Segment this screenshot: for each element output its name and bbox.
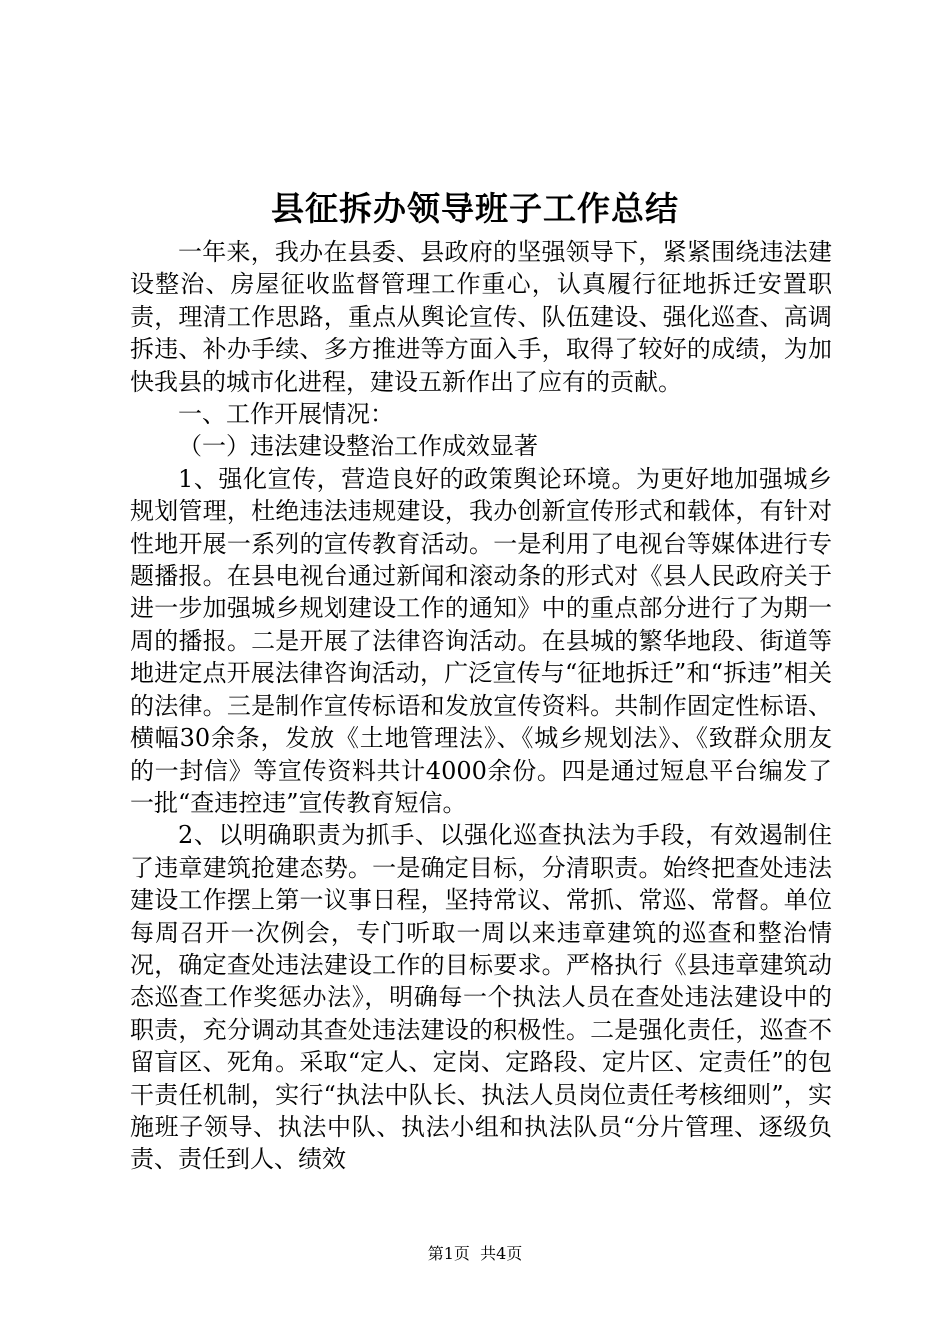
page-total: 共4页 (480, 1244, 523, 1263)
page-footer (0, 1243, 950, 1265)
page-number: 第1页 (427, 1244, 470, 1263)
document-title: 县征拆办领导班子工作总结 (271, 189, 679, 228)
footer-separator (470, 1244, 480, 1263)
paragraph-intro: 一年来，我办在县委、县政府的坚强领导下，紧紧围绕违法建设整治、房屋征收监督管理工作重心，认真履行征地拆迁安置职责，理清工作思路，重点从舆论宣传、队伍建设、强化巡查、高调拆违、补办手续、多方推进等方面入手，取得了较好的成绩，为加快我县的城市化进程，建设五新作出了应有的贡献。 (130, 238, 832, 396)
section-heading: 一、工作开展情况： (178, 400, 394, 429)
paragraph-publicity: 1、强化宣传，营造良好的政策舆论环境。为更好地加强城乡规划管理，杜绝违法违规建设，我办创新宣传形式和载体，有针对性地开展一系列的宣传教育活动。一是利用了电视台等媒体进行专题播报。在县电视台通过新闻和滚动条的形式对《县人民政府关于进一步加强城乡规划建设工作的通知》中的重点部分进行了为期一周的播报。二是开展了法律咨询活动。在县城的繁华地段、街道等地进定点开展法律咨询活动，广泛宣传与“征地拆迁”和“拆违”相关的法律。三是制作宣传标语和发放宣传资料。共制作固定性标语、横幅30余条，发放《土地管理法》、《城乡规划法》、《致群众朋友的一封信》等宣传资料共计4000余份。四是通过短息平台编发了一批“查违控违”宣传教育短信。 (130, 464, 832, 817)
subsection-heading: （一）违法建设整治工作成效显著 (178, 432, 538, 461)
document-body (130, 236, 832, 1176)
paragraph-responsibility: 2、以明确职责为抓手、以强化巡查执法为手段，有效遏制住了违章建筑抢建态势。一是确定目标，分清职责。始终把查处违法建设工作摆上第一议事日程，坚持常议、常抓、常巡、常督。单位每周召开一次例会，专门听取一周以来违章建筑的巡查和整治情况，确定查处违法建设工作的目标要求。严格执行《县违章建筑动态巡查工作奖惩办法》，明确每一个执法人员在查处违法建设中的职责，充分调动其查处违法建设的积极性。二是强化责任，巡查不留盲区、死角。采取“定人、定岗、定路段、定片区、定责任”的包干责任机制，实行“执法中队长、执法人员岗位责任考核细则”，实施班子领导、执法中队、执法小组和执法队员“分片管理、逐级负责、责任到人、绩效 (130, 821, 832, 1174)
